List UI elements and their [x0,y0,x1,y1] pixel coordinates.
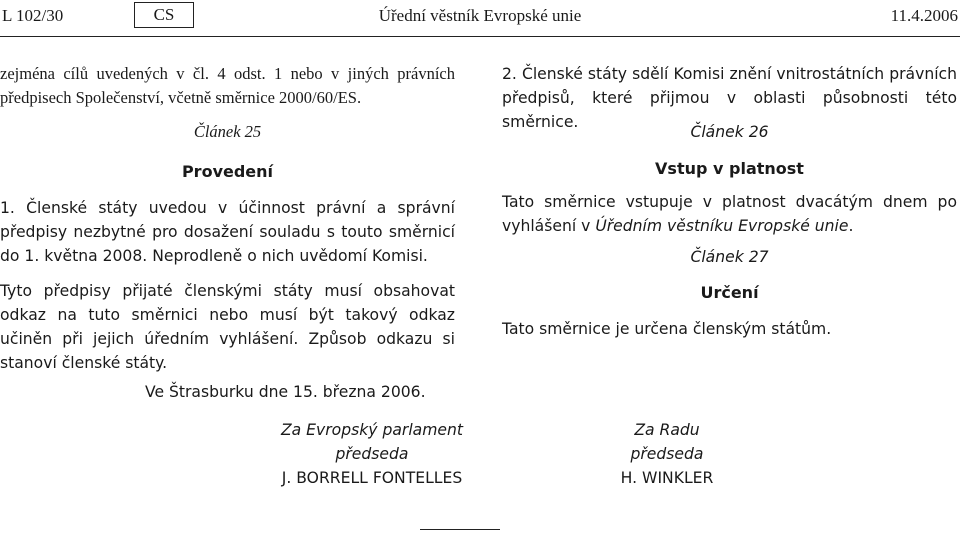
header-divider [0,36,960,37]
parliament-signature-block [252,418,492,490]
journal-title: Úřední věstník Evropské unie [378,6,582,25]
article-25-paragraph-3: 2. Členské státy sdělí Komisi znění vnitrostátních právních předpisů, které přijmou v oblasti působnosti této směrnice. [502,65,957,131]
parliament-role: předseda [335,445,409,463]
parliament-for: Za Evropský parlament [280,421,463,439]
journal-reference: Úředním věstníku Evropské unie [595,217,849,235]
article-26-text-start: Tato směrnice vstupuje v platnost dvacátým dnem po vyhlášení v [502,193,957,235]
council-signatory: H. WINKLER [620,469,714,487]
council-for: Za Radu [634,421,700,439]
intro-paragraph: zejména cílů uvedených v čl. 4 odst. 1 nebo v jiných právních předpisech Společenství, včetně směrnice 2000/60/ES. [0,64,455,107]
article-26-label: Článek 26 [690,123,769,141]
council-signature-block [547,418,787,490]
signing-place-date: Ve Štrasburku dne 15. března 2006. [145,383,426,401]
article-27-text: Tato směrnice je určena členským státům. [502,320,832,338]
issue-date: 11.4.2006 [890,6,958,25]
article-25-paragraph-1: 1. Členské státy uvedou v účinnost právní a správní předpisy nezbytné pro dosažení souladu s touto směrnicí do 1. května 2008. Neprodleně o nich uvědomí Komisi. [0,199,455,265]
article-27-label: Článek 27 [690,248,769,266]
article-26-text-end: . [848,217,854,235]
footnote-divider [420,529,500,530]
language-badge: CS [134,2,194,28]
article-26-title: Vstup v platnost [655,159,804,178]
parliament-signatory: J. BORRELL FONTELLES [281,469,463,487]
article-27-title: Určení [700,283,759,302]
article-26-text [502,190,957,238]
council-role: předseda [630,445,704,463]
article-25-label: Článek 25 [193,122,262,141]
article-25-title: Provedení [181,162,274,181]
page-reference: L 102/30 [2,6,64,25]
article-25-paragraph-2: Tyto předpisy přijaté členskými státy musí obsahovat odkaz na tuto směrnici nebo musí být takový odkaz učiněn při jejich úředním vyhlášení. Způsob odkazu si stanoví členské státy. [0,282,455,372]
